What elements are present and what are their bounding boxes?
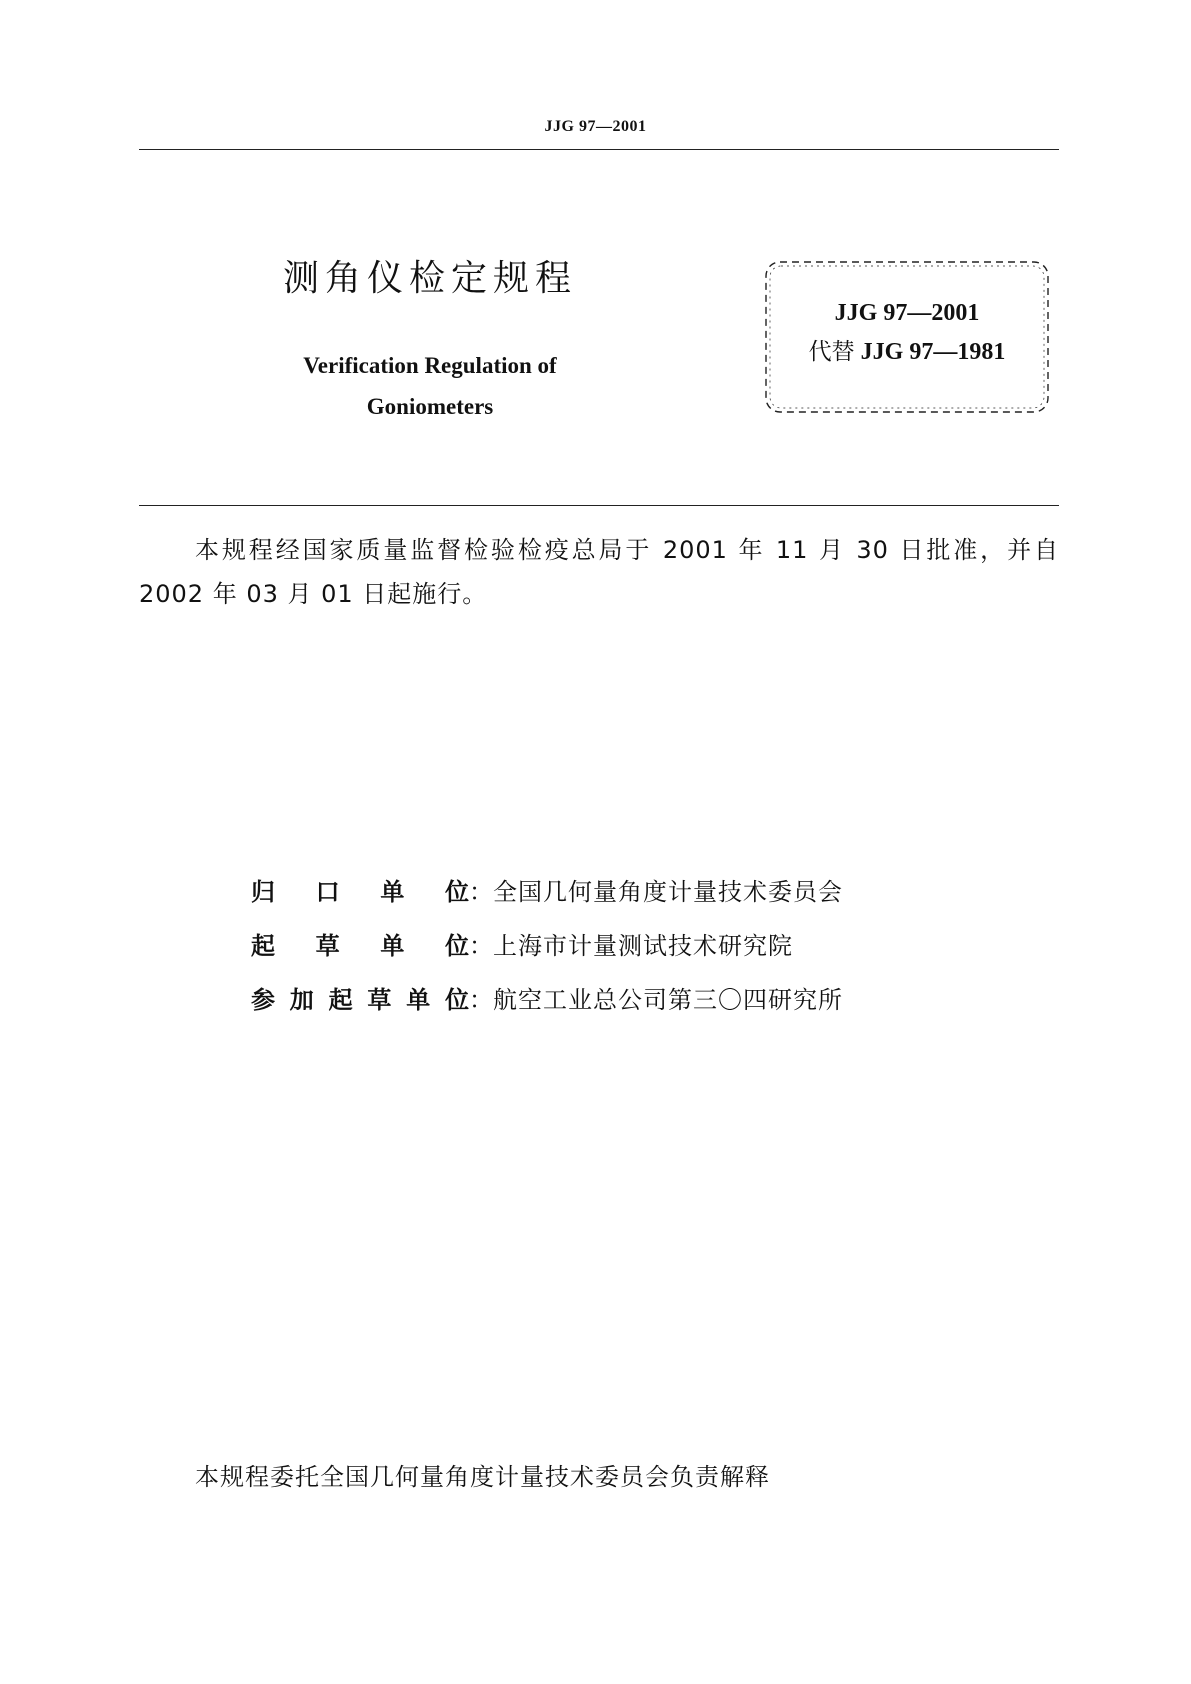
- header-standard-code: JJG 97—2001: [544, 118, 647, 135]
- standard-code-box: [762, 258, 1052, 416]
- replaces-prefix: 代替: [808, 339, 855, 365]
- unit-label: 归 口 单 位: [251, 877, 469, 906]
- unit-row-participating: [251, 970, 843, 1024]
- unit-row-drafting: [251, 916, 843, 970]
- unit-label: 参 加 起 草 单 位: [251, 985, 469, 1014]
- approval-statement: 本规程经国家质量监督检验检疫总局于 2001 年 11 月 30 日批准，并自 2002 年 03 月 01 日起施行。: [139, 536, 1059, 608]
- title-block: [220, 250, 640, 427]
- unit-value: 航空工业总公司第三〇四研究所: [493, 985, 843, 1014]
- unit-row-centralized: [251, 862, 843, 916]
- unit-value: 上海市计量测试技术研究院: [493, 931, 793, 960]
- responsible-units: [251, 862, 843, 1024]
- header-rule: [139, 149, 1059, 150]
- section-rule: [139, 505, 1059, 506]
- interpretation-note: 本规程委托全国几何量角度计量技术委员会负责解释: [195, 1463, 770, 1491]
- title-english: [220, 345, 640, 427]
- replaced-standard-number: JJG 97—1981: [860, 339, 1006, 365]
- title-english-line2: Goniometers: [366, 394, 494, 419]
- unit-colon: ：: [469, 877, 493, 906]
- unit-colon: ：: [469, 931, 493, 960]
- title-english-line1: Verification Regulation of: [303, 353, 557, 378]
- title-chinese: 测角仪检定规程: [282, 258, 577, 299]
- unit-value: 全国几何量角度计量技术委员会: [493, 877, 843, 906]
- unit-label: 起 草 单 位: [251, 931, 469, 960]
- replaces-line: [762, 333, 1052, 366]
- unit-colon: ：: [469, 985, 493, 1014]
- standard-number: JJG 97—2001: [834, 300, 980, 326]
